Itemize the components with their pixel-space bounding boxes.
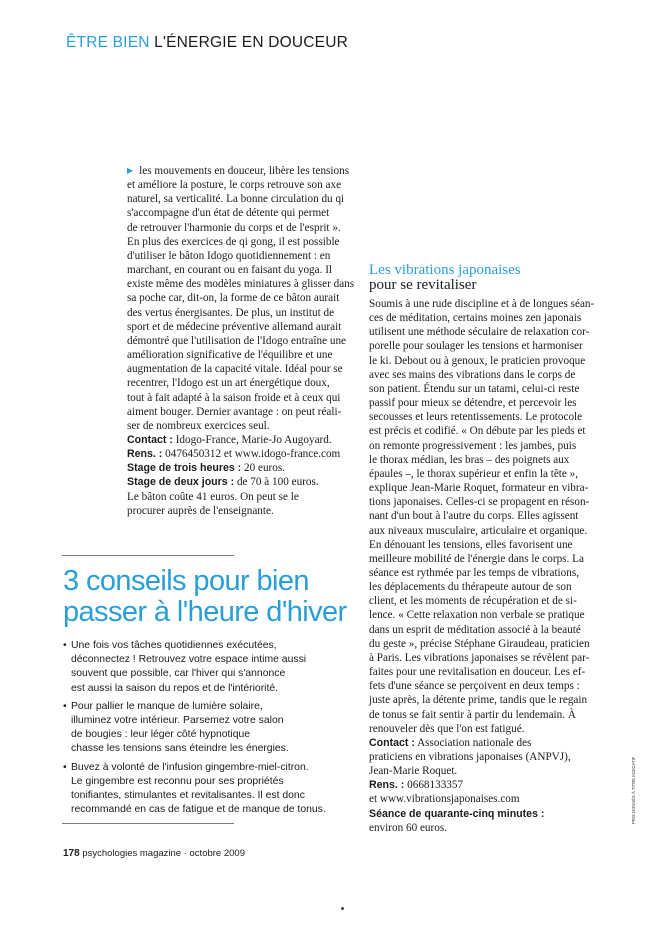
tip-line: de bougies : leur léger côté hypnotique: [71, 729, 251, 741]
photo-credit-text: PRIX DONNÉS À TITRE INDICATIF: [631, 756, 636, 824]
tips-title-line: 3 conseils pour bien: [63, 565, 309, 597]
rens-label: Rens. :: [127, 448, 163, 461]
body-line: sport et de médecine préventive allemand aurait: [127, 320, 342, 333]
seance-label: Séance de quarante-cinq minutes :: [369, 807, 545, 820]
rens-label: Rens. :: [369, 779, 405, 792]
body-line: à Paris. Les vibrations japonaises se révèlent par-: [369, 651, 590, 664]
continuation-arrow-icon: ▶: [127, 166, 134, 175]
body-line: démontré que l'utilisation de l'Idogo entraîne une: [127, 334, 347, 347]
idogo-stage-short: [127, 461, 356, 475]
stage-short-price: 20 euros.: [241, 462, 286, 475]
body-line: renouveler dès que l'on est fatigué.: [369, 722, 525, 735]
tips-title: [63, 566, 347, 628]
body-line: client, et les moments de récupération et de si-: [369, 595, 577, 608]
contact-text: praticiens en vibrations japonaises (ANPVJ),: [369, 751, 571, 763]
tip-item: [63, 639, 353, 696]
section-header: [66, 34, 348, 52]
body-line: existe même des modèles miniatures à glisser dans: [127, 278, 355, 291]
stage-short-label: Stage de trois heures :: [127, 462, 242, 475]
tips-top-divider: [62, 555, 234, 556]
tip-line: recommandé en cas de fatigue et de manque de tonus.: [71, 804, 326, 816]
footer-text: psychologies magazine · octobre 2009: [82, 848, 245, 859]
body-line: son patient. Étendu sur un tatami, celui-ci reste: [369, 382, 580, 395]
print-speck: [341, 907, 344, 910]
tip-item: [63, 761, 353, 818]
vibrations-seance: [369, 807, 605, 835]
left-article-column: [127, 164, 356, 518]
body-line: s'accompagne d'un état de détente qui permet: [127, 207, 330, 220]
tip-line: chasse les tensions sans éteindre les énergies.: [71, 743, 289, 755]
tip-line: illuminez votre intérieur. Parsemez votre salon: [71, 715, 284, 727]
rens-text: et www.vibrationsjaponaises.com: [369, 793, 520, 806]
body-line: dans un esprit de méditation associé à la beauté: [369, 623, 581, 636]
body-line: utilisent une méthode séculaire de relaxation cor-: [369, 326, 590, 339]
body-line: En dénouant les tensions, elles favorisent une: [369, 538, 573, 551]
body-line: tions japonaises. Celles-ci se propagent en réson-: [369, 496, 590, 509]
body-line: faites pour une revitalisation en douceur. Les ef-: [369, 666, 586, 679]
body-line: marchant, en courant ou en faisant du yoga. Il: [127, 264, 333, 277]
body-line: le thorax médian, les bras – des poignets aux: [369, 453, 570, 466]
tip-line: tonifiantes, stimulantes et revitalisantes. Il est donc: [71, 790, 305, 802]
tip-line: Buvez à volonté de l'infusion gingembre-miel-citron.: [71, 761, 309, 773]
body-line: meilleure mobilité de l'énergie dans le corps. La: [369, 552, 584, 565]
tip-line: est aussi la saison du repos et de l'intériorité.: [71, 682, 279, 694]
tip-line: Le gingembre est reconnu pour ses propriétés: [71, 775, 284, 787]
seance-price: environ 60 euros.: [369, 821, 447, 834]
idogo-body: [127, 164, 356, 433]
idogo-contact: [127, 433, 356, 447]
body-line: juste après, la détente prime, tandis que le regain: [369, 694, 588, 707]
tip-line: Pour pallier le manque de lumière solaire,: [71, 700, 263, 712]
body-line: porelle pour soulager les tensions et harmoniser: [369, 340, 583, 353]
bullet-icon: •: [63, 761, 67, 773]
contact-text: Idogo-France, Marie-Jo Augoyard.: [172, 433, 332, 446]
body-line: des vertus énergisantes. De plus, un institut de: [127, 306, 335, 319]
bullet-icon: •: [63, 640, 67, 651]
idogo-rens: [127, 447, 356, 461]
vibrations-rens: [369, 778, 605, 806]
contact-label: Contact :: [369, 736, 415, 749]
body-line: ces de méditation, certains moines zen japonais: [369, 312, 582, 325]
contact-label: Contact :: [127, 433, 173, 446]
rens-text: 0476450312 et www.idogo-france.com: [162, 448, 341, 461]
right-subhead-light: Les vibrations japonaises: [369, 262, 521, 278]
body-line: tout à fait adapté à la saison froide et à ceux qui: [127, 391, 341, 404]
body-line: les déplacements du thérapeute autour de son: [369, 581, 572, 594]
body-line: Le bâton coûte 41 euros. On peut se le: [127, 490, 299, 503]
body-line: explique Jean-Marie Roquet, formateur en vibra-: [369, 482, 589, 495]
body-line: amélioration significative de l'équilibre et une: [127, 349, 333, 362]
tips-list: [63, 639, 353, 821]
body-line: les mouvements en douceur, libère les tensions: [139, 165, 350, 177]
photo-credit: [631, 752, 638, 824]
body-line: fets d'une séance se perçoivent en deux temps :: [369, 680, 580, 693]
body-line: naturel, sa verticalité. La bonne circulation du qi: [127, 193, 345, 206]
body-line: de tonus se fait sentir à partir du lendemain. À: [369, 708, 576, 721]
rens-text: 0668133357: [404, 779, 464, 792]
body-line: est précis et codifié. « On débute par les pieds et: [369, 425, 586, 438]
body-line: on remonte progressivement : les jambes, puis: [369, 439, 577, 452]
right-article-column: [369, 297, 605, 835]
body-line: lence. « Cette relaxation non verbale se pratique: [369, 609, 585, 622]
vibrations-contact: [369, 736, 605, 778]
body-line: sa poche car, dit-on, la forme de ce bâton aurait: [127, 292, 340, 305]
body-line: nant d'un bout à l'autre du corps. Elles agissent: [369, 510, 579, 523]
idogo-stage-long: [127, 475, 356, 489]
right-subhead-dark: pour se revitaliser: [369, 277, 477, 293]
tips-title-line: passer à l'heure d'hiver: [63, 596, 347, 628]
body-line: ser de nombreux exercices seul.: [127, 419, 270, 432]
body-line: avec ses mains des vibrations dans le corps de: [369, 368, 576, 381]
body-line: passif pour mieux se détendre, et percevoir les: [369, 397, 577, 410]
body-line: aux niveaux musculaire, articulaire et organique.: [369, 524, 588, 537]
body-line: le ki. Debout ou à genoux, le praticien provoque: [369, 354, 586, 367]
stage-long-label: Stage de deux jours :: [127, 476, 235, 489]
tip-line: déconnectez ! Retrouvez votre espace intime aussi: [71, 654, 307, 666]
body-line: aiment bouger. Dernier avantage : on peut réali-: [127, 405, 342, 418]
tip-item: [63, 700, 353, 757]
bullet-icon: •: [63, 700, 67, 712]
body-line: séance est rythmée par les temps de vibrations,: [369, 566, 580, 579]
body-line: secousses et leurs retentissements. Le protocole: [369, 411, 583, 424]
section-title: L'ÉNERGIE EN DOUCEUR: [154, 34, 348, 51]
body-line: de retrouver l'harmonie du corps et de l'esprit ».: [127, 221, 341, 234]
contact-text: Association nationale des: [414, 736, 532, 749]
body-line: d'utiliser le bâton Idogo quotidiennement : en: [127, 249, 331, 262]
page-number: 178: [63, 848, 80, 859]
body-line: Soumis à une rude discipline et à de longues séan-: [369, 298, 595, 310]
tips-bottom-divider: [62, 823, 234, 824]
stage-long-price: de 70 à 100 euros.: [234, 476, 319, 489]
body-line: augmentation de la capacité vitale. Idéal pour se: [127, 363, 343, 376]
vibrations-body: [369, 297, 605, 736]
body-line: En plus des exercices de qi gong, il est possible: [127, 235, 340, 248]
body-line: recentrer, l'Idogo est un art énergétique doux,: [127, 377, 330, 390]
contact-text: Jean-Marie Roquet.: [369, 765, 458, 778]
idogo-price: [127, 490, 356, 518]
body-line: procurer auprès de l'enseignante.: [127, 504, 274, 517]
body-line: du geste », précise Stéphane Giraudeau, praticien: [369, 637, 590, 650]
tip-line: Une fois vos tâches quotidiennes exécutées,: [71, 640, 277, 651]
section-kicker: ÊTRE BIEN: [66, 34, 150, 51]
body-line: et améliore la posture, le corps retrouve son axe: [127, 179, 342, 192]
page-footer: [63, 848, 245, 859]
body-line: épaules –, le thorax supérieur et enfin la tête »,: [369, 467, 579, 480]
tip-line: souvent que possible, car l'hiver qui s'annonce: [71, 668, 286, 680]
